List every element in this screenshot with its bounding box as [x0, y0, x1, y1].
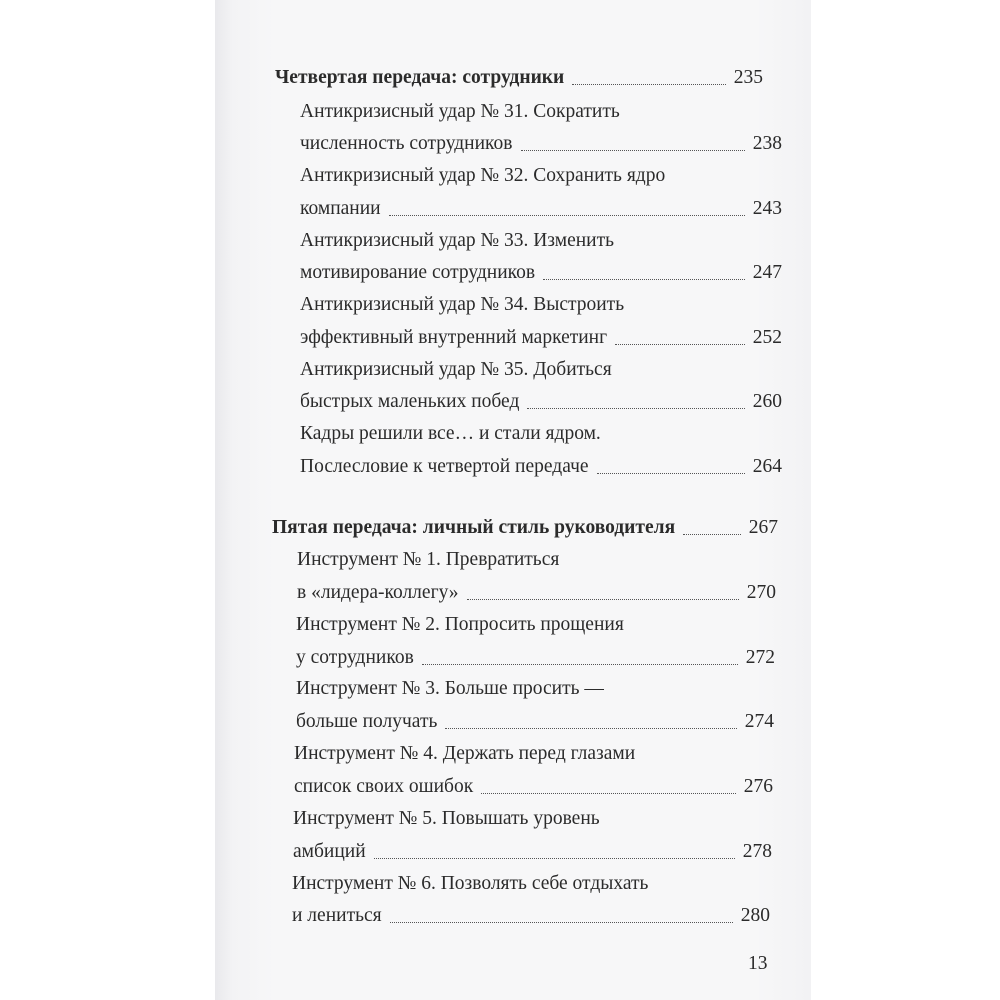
section-page: 267: [748, 517, 778, 538]
dot-leader: [445, 728, 736, 729]
dot-leader: [467, 599, 739, 600]
toc-entry-line2: численность сотрудников: [300, 133, 513, 154]
dot-leader: [390, 922, 733, 923]
toc-entry: [300, 261, 782, 285]
toc-entry-line1: Инструмент № 4. Держать перед глазами: [294, 743, 636, 764]
toc-entry: [296, 710, 774, 734]
dot-leader: [527, 408, 744, 409]
toc-entry-page: 280: [740, 905, 770, 926]
toc-entry-line2: эффективный внутренний маркетинг: [300, 327, 608, 348]
toc-entry-line2: Послесловие к четвертой передаче: [300, 456, 589, 477]
toc-entry-page: 243: [752, 198, 782, 219]
toc-entry-line2: список своих ошибок: [294, 776, 474, 797]
toc-entry: [300, 455, 782, 479]
toc-section-heading: [272, 516, 778, 540]
dot-leader: [389, 215, 745, 216]
toc-entry-line1: Инструмент № 5. Повышать уровень: [293, 808, 600, 829]
section-title: Четвертая передача: сотрудники: [275, 67, 565, 88]
toc-entry: [294, 775, 773, 799]
toc-entry: [300, 390, 782, 414]
dot-leader: [521, 150, 745, 151]
toc-entry-line2: больше получать: [296, 711, 438, 732]
dot-leader: [422, 664, 738, 665]
dot-leader: [615, 344, 745, 345]
toc-entry: [300, 132, 782, 156]
toc-entry-line2: у сотрудников: [296, 647, 414, 668]
toc-entry-line1: Кадры решили все… и стали ядром.: [300, 423, 601, 444]
toc-entry-page: 272: [745, 647, 775, 668]
toc-entry: [293, 840, 772, 864]
toc-entry-line1: Антикризисный удар № 31. Сократить: [300, 101, 620, 122]
dot-leader: [374, 858, 735, 859]
dot-leader: [683, 534, 741, 535]
section-title: Пятая передача: личный стиль руководителя: [272, 517, 676, 538]
toc-entry-line2: амбиций: [293, 841, 366, 862]
toc-entry-line1: Инструмент № 3. Больше просить —: [296, 678, 604, 699]
toc-entry-line2: компании: [300, 198, 381, 219]
toc-entry-line2: быстрых маленьких побед: [300, 391, 520, 412]
toc-entry-page: 260: [752, 391, 782, 412]
toc-entry-page: 238: [752, 133, 782, 154]
toc-entry: [300, 326, 782, 350]
toc-entry: [296, 646, 775, 670]
toc-entry-page: 264: [752, 456, 782, 477]
dot-leader: [481, 793, 736, 794]
toc-entry-page: 274: [744, 711, 774, 732]
section-page: 235: [733, 67, 763, 88]
toc-entry-line1: Антикризисный удар № 34. Выстроить: [300, 294, 625, 315]
toc-entry-line1: Антикризисный удар № 33. Изменить: [300, 230, 615, 251]
toc-entry-page: 270: [746, 582, 776, 603]
dot-leader: [572, 84, 725, 85]
toc-entry-line2: мотивирование сотрудников: [300, 262, 536, 283]
toc-entry: [300, 197, 782, 221]
page-number: 13: [748, 953, 768, 974]
dot-leader: [543, 279, 745, 280]
toc-entry-line1: Антикризисный удар № 32. Сохранить ядро: [300, 165, 666, 186]
toc-entry-line1: Инструмент № 1. Превратиться: [297, 549, 560, 570]
toc-entry-page: 278: [742, 841, 772, 862]
dot-leader: [597, 473, 745, 474]
toc-entry-line2: в «лидера-коллегу»: [297, 582, 459, 603]
toc-entry: [297, 581, 776, 605]
toc-entry-line1: Инструмент № 2. Попросить прощения: [296, 614, 624, 635]
toc-entry-page: 252: [752, 327, 782, 348]
toc-entry: [292, 904, 770, 928]
toc-entry-line2: и лениться: [292, 905, 382, 926]
toc-entry-page: 276: [743, 776, 773, 797]
toc-section-heading: [275, 66, 763, 90]
toc-entry-line1: Антикризисный удар № 35. Добиться: [300, 359, 612, 380]
toc-entry-line1: Инструмент № 6. Позволять себе отдыхать: [292, 873, 649, 894]
toc-entry-page: 247: [752, 262, 782, 283]
